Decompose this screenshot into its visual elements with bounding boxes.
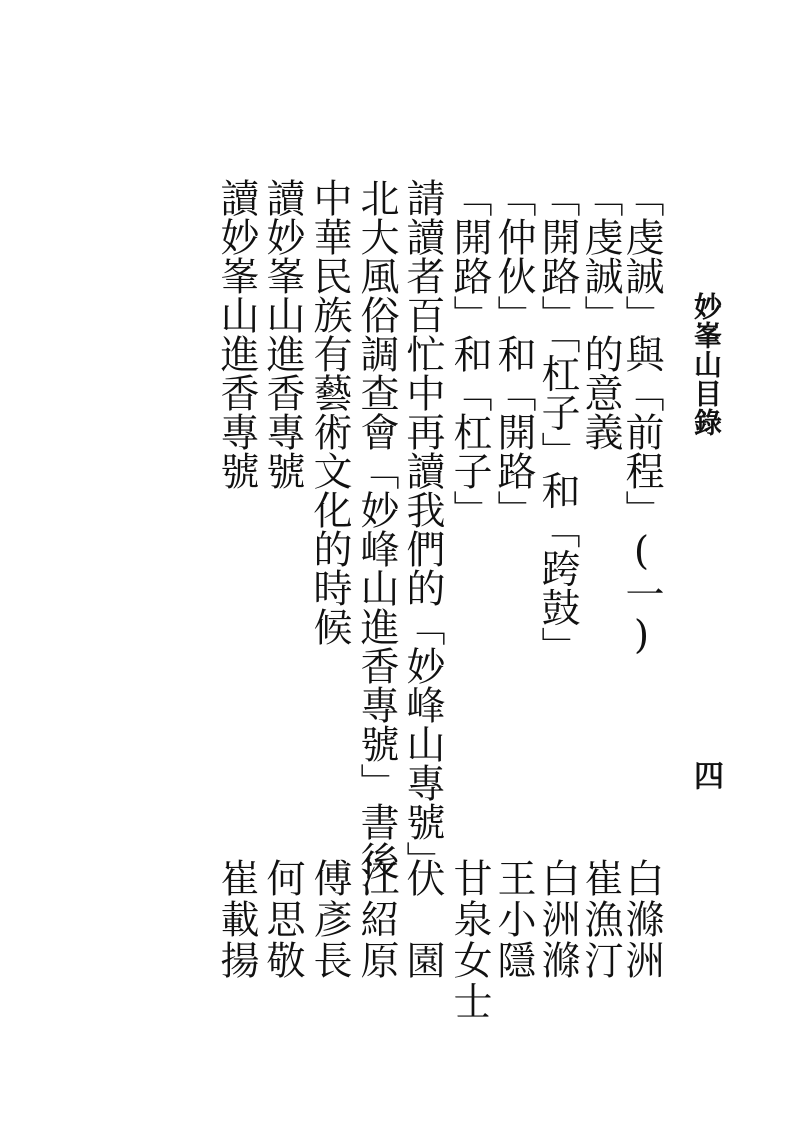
toc-entry-title-6: 請讀者百忙中再讀我們的「妙峰山專號」 (400, 178, 445, 880)
toc-entry-author-9: 何思敬 (260, 858, 305, 981)
toc-entry-author-7: 江紹原 (354, 858, 399, 981)
toc-entry-author-1: 白滌洲 (619, 858, 664, 981)
page-header-title: 妙峯山目錄 (690, 292, 723, 437)
toc-entry-author-3: 白洲滌 (535, 858, 580, 981)
toc-entry-title-8: 中華民族有藝術文化的時候 (307, 178, 352, 646)
toc-entry-author-4: 王小隱 (491, 858, 536, 981)
toc-entry-title-5: 「開路」和「杠子」 (447, 178, 492, 529)
toc-entry-title-10: 讀妙峯山進香專號 (214, 178, 259, 490)
toc-entry-author-10: 崔載揚 (214, 858, 259, 981)
toc-entry-title-4: 「仲伙」和「開路」 (491, 178, 536, 529)
toc-entry-author-6: 伏 園 (400, 858, 445, 981)
toc-entry-title-9: 讀妙峯山進香專號 (260, 178, 305, 490)
toc-entry-author-8: 傅彥長 (307, 858, 352, 981)
toc-entry-title-7: 北大風俗調查會「妙峰山進香專號」書後 (354, 178, 399, 880)
toc-entry-author-5: 甘泉女士 (447, 858, 492, 1022)
page-number: 四 (688, 760, 723, 790)
toc-entry-title-1: 「虔誠」與「前程」(一) (619, 178, 664, 658)
toc-entry-title-3: 「開路」「杠子」和「跨鼓」 (535, 178, 580, 666)
toc-entry-author-2: 崔漁汀 (578, 858, 623, 981)
toc-entry-title-2: 「虔誠」的意義 (578, 178, 623, 451)
